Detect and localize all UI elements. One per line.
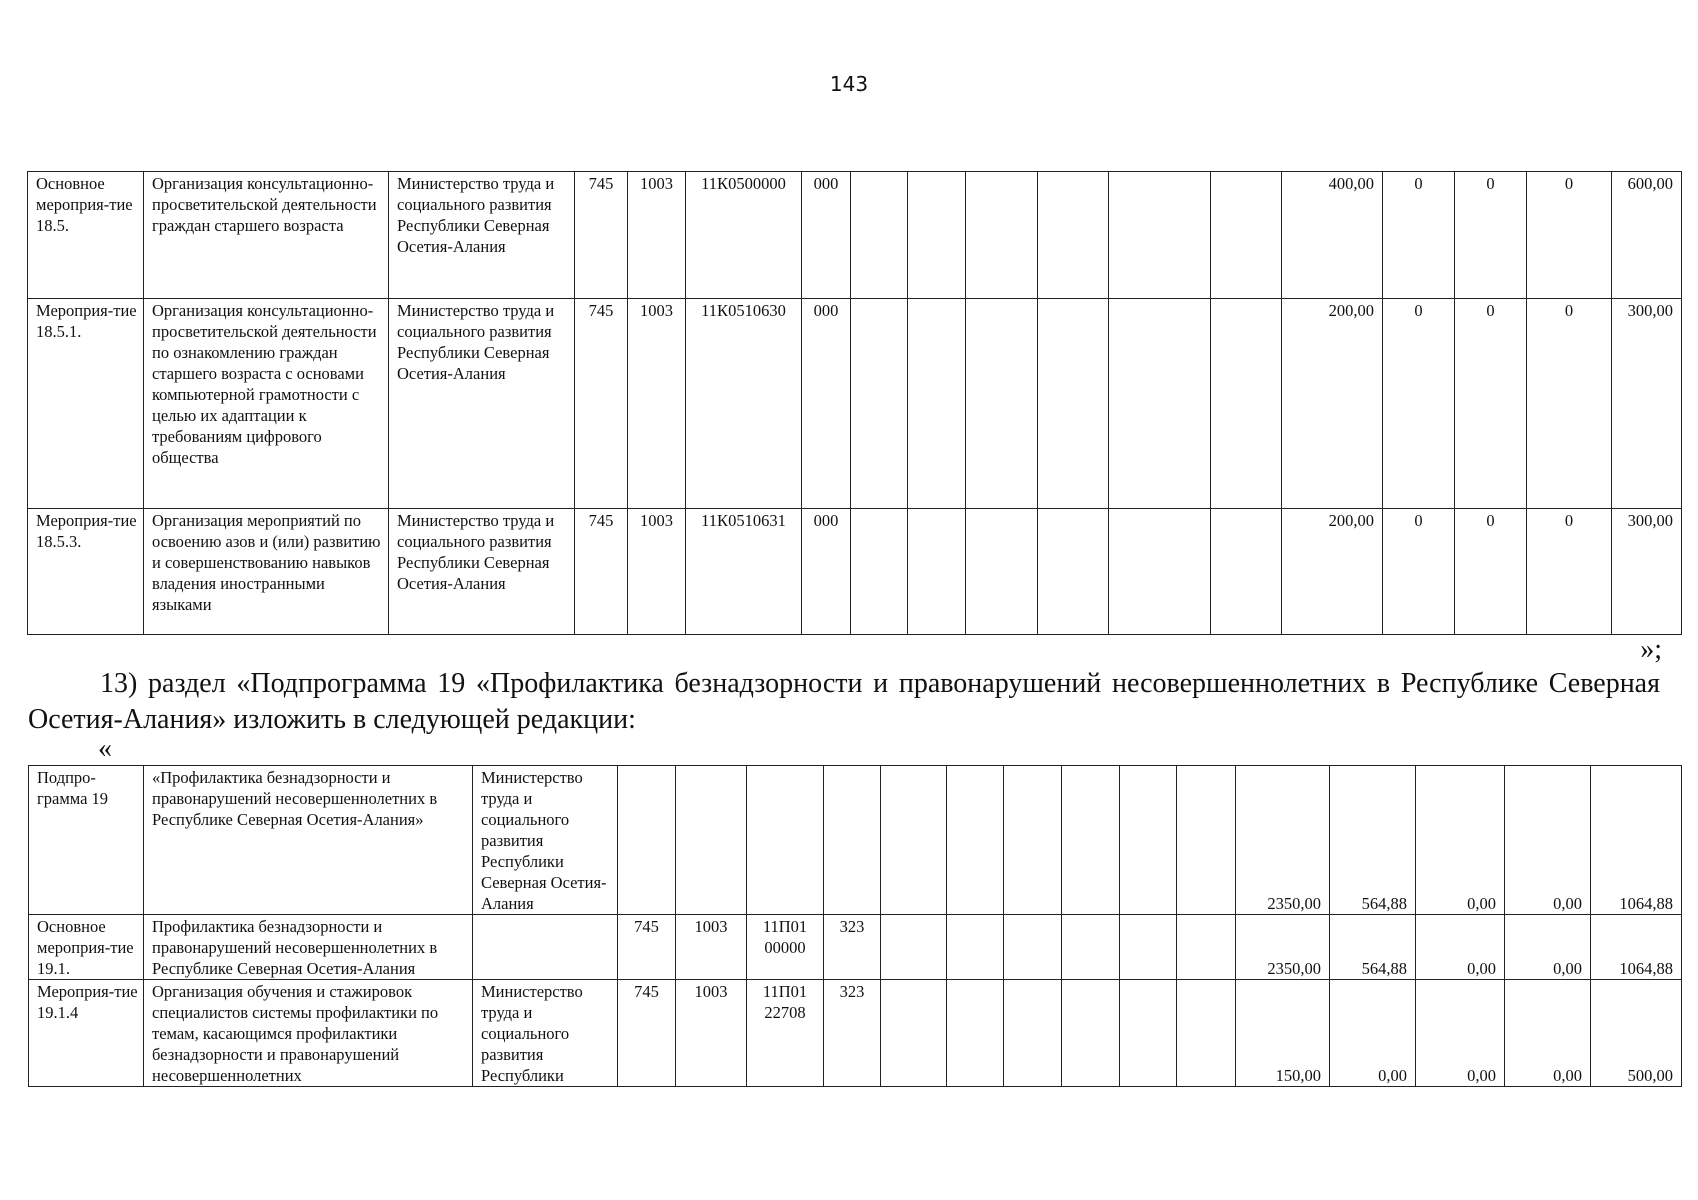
row-grbs: 745 [575,172,628,299]
row-value-2: 564,88 [1330,766,1416,915]
row-name: «Профилактика безнадзорности и правонарушений несовершеннолетних в Республике Северная Осетия-Алания» [144,766,473,915]
row-status: Основное мероприя-тие 18.5. [28,172,144,299]
row-grbs: 745 [618,980,676,1087]
empty-cell [947,980,1004,1087]
row-csr: 11К0500000 [686,172,802,299]
empty-cell [1177,980,1236,1087]
row-grbs: 745 [575,509,628,635]
table-row [29,980,1682,1087]
row-vr [824,766,881,915]
empty-cell [966,172,1038,299]
empty-cell [1038,172,1109,299]
empty-cell [881,766,947,915]
row-rzpr: 1003 [628,172,686,299]
empty-cell [1120,766,1177,915]
row-value-3: 0,00 [1416,915,1505,980]
row-value-4: 0,00 [1505,980,1591,1087]
row-value-1: 400,00 [1282,172,1383,299]
table-row [29,766,1682,915]
row-value-5: 600,00 [1612,172,1682,299]
row-name: Организация консультационно-просветительской деятельности граждан старшего возраста [144,172,389,299]
opening-quote: « [98,733,112,764]
row-csr: 11К0510630 [686,299,802,509]
empty-cell [947,915,1004,980]
table-row [28,509,1682,635]
row-executor: Министерство труда и социального развития Республики [473,980,618,1087]
row-value-1: 200,00 [1282,509,1383,635]
row-value-1: 200,00 [1282,299,1383,509]
row-value-4: 0,00 [1505,915,1591,980]
row-executor: Министерство труда и социального развития Республики Северная Осетия-Алания [473,766,618,915]
empty-cell [851,509,908,635]
row-value-1: 150,00 [1236,980,1330,1087]
row-status: Мероприя-тие 18.5.3. [28,509,144,635]
row-executor: Министерство труда и социального развития Республики Северная Осетия-Алания [389,299,575,509]
row-vr: 323 [824,915,881,980]
table-row [28,299,1682,509]
row-value-2: 564,88 [1330,915,1416,980]
row-name: Организация обучения и стажировок специалистов системы профилактики по темам, касающимся профилактики безнадзорности и правонарушений несовершеннолетних [144,980,473,1087]
row-csr: 11П01 00000 [747,915,824,980]
table-row [29,915,1682,980]
row-status: Мероприя-тие 18.5.1. [28,299,144,509]
row-value-1: 2350,00 [1236,915,1330,980]
empty-cell [1004,915,1062,980]
closing-quote: »; [1640,634,1662,665]
empty-cell [1109,172,1211,299]
row-executor [473,915,618,980]
row-value-3: 0 [1455,172,1527,299]
empty-cell [1109,509,1211,635]
budget-table-subprogram-18 [27,171,1682,635]
row-value-3: 0,00 [1416,980,1505,1087]
row-rzpr: 1003 [628,509,686,635]
row-status: Мероприя-тие 19.1.4 [29,980,144,1087]
row-vr: 000 [802,509,851,635]
row-value-5: 1064,88 [1591,915,1682,980]
row-value-4: 0,00 [1505,766,1591,915]
empty-cell [851,299,908,509]
empty-cell [947,766,1004,915]
row-rzpr: 1003 [628,299,686,509]
empty-cell [966,509,1038,635]
row-value-2: 0 [1383,299,1455,509]
row-executor: Министерство труда и социального развития Республики Северная Осетия-Алания [389,509,575,635]
page-number: 143 [829,72,869,96]
row-value-3: 0,00 [1416,766,1505,915]
empty-cell [1004,980,1062,1087]
empty-cell [1120,980,1177,1087]
row-value-3: 0 [1455,299,1527,509]
empty-cell [1211,509,1282,635]
row-status: Подпро-грамма 19 [29,766,144,915]
row-value-5: 300,00 [1612,509,1682,635]
empty-cell [966,299,1038,509]
empty-cell [1062,766,1120,915]
empty-cell [1062,915,1120,980]
row-status: Основное мероприя-тие 19.1. [29,915,144,980]
empty-cell [908,172,966,299]
row-vr: 000 [802,172,851,299]
row-value-2: 0 [1383,172,1455,299]
empty-cell [908,299,966,509]
empty-cell [1038,299,1109,509]
empty-cell [881,980,947,1087]
row-rzpr [676,766,747,915]
empty-cell [1120,915,1177,980]
row-vr: 000 [802,299,851,509]
row-value-3: 0 [1455,509,1527,635]
row-executor: Министерство труда и социального развития Республики Северная Осетия-Алания [389,172,575,299]
row-name: Профилактика безнадзорности и правонарушений несовершеннолетних в Республике Северная Осетия-Алания [144,915,473,980]
row-value-5: 500,00 [1591,980,1682,1087]
row-csr [747,766,824,915]
empty-cell [1004,766,1062,915]
row-vr: 323 [824,980,881,1087]
empty-cell [1177,766,1236,915]
row-value-2: 0,00 [1330,980,1416,1087]
empty-cell [851,172,908,299]
empty-cell [881,915,947,980]
empty-cell [1062,980,1120,1087]
row-grbs: 745 [618,915,676,980]
row-csr: 11К0510631 [686,509,802,635]
empty-cell [1211,299,1282,509]
row-rzpr: 1003 [676,915,747,980]
row-value-2: 0 [1383,509,1455,635]
row-grbs: 745 [575,299,628,509]
budget-table-subprogram-19 [28,765,1682,1087]
row-name: Организация консультационно-просветительской деятельности по ознакомлению граждан старшего возраста с основами компьютерной грамотности с целью их адаптации к требованиям цифрового общества [144,299,389,509]
row-name: Организация мероприятий по освоению азов и (или) развитию и совершенствованию навыков владения иностранными языками [144,509,389,635]
amendment-paragraph: 13) раздел «Подпрограмма 19 «Профилактика безнадзорности и правонарушений несовершеннолетних в Республике Северная Осетия-Алания» изложить в следующей редакции: [28,668,1660,735]
table-row [28,172,1682,299]
row-value-1: 2350,00 [1236,766,1330,915]
row-csr: 11П01 22708 [747,980,824,1087]
row-value-4: 0 [1527,172,1612,299]
row-rzpr: 1003 [676,980,747,1087]
row-value-5: 1064,88 [1591,766,1682,915]
row-value-4: 0 [1527,299,1612,509]
empty-cell [1109,299,1211,509]
row-value-4: 0 [1527,509,1612,635]
row-value-5: 300,00 [1612,299,1682,509]
empty-cell [1177,915,1236,980]
row-grbs [618,766,676,915]
empty-cell [1211,172,1282,299]
empty-cell [908,509,966,635]
empty-cell [1038,509,1109,635]
